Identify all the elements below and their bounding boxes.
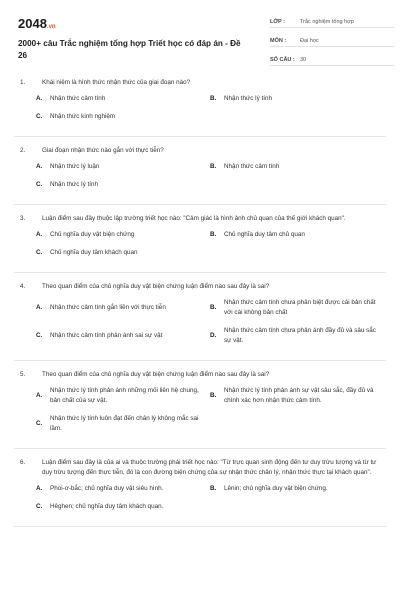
option-text: Lênin; chủ nghĩa duy vật biện chứng.: [224, 485, 328, 492]
option-letter: B.: [210, 163, 217, 170]
question-text: Giai đoạn nhận thức nào gắn với thực tiễn?: [42, 147, 164, 154]
meta-label: LỚP :: [270, 19, 285, 25]
answer-option[interactable]: [36, 180, 210, 190]
answer-option[interactable]: [36, 248, 210, 258]
question-item: [14, 214, 386, 273]
logo-text: 2048: [18, 16, 47, 31]
option-text: Nhận thức lý tính luôn đạt đến chân lý không mắc sai lầm.: [50, 415, 199, 432]
option-text: Phoi-ơ-bắc; chủ nghĩa duy vật siêu hình.: [50, 485, 164, 492]
answer-option[interactable]: [36, 112, 210, 122]
answer-options: [14, 230, 386, 266]
meta-value: Trắc nghiệm tổng hợp: [300, 19, 354, 25]
meta-info: [270, 12, 394, 69]
answer-option[interactable]: [36, 484, 210, 494]
option-text: Nhận thức lý tính: [50, 181, 98, 188]
answer-option[interactable]: [36, 94, 210, 104]
question-text: Luận điểm sau đây là của ai và thuộc trường phái triết học nào: "Từ trực quan sinh động đến tư duy trừu tượng và từ tư duy trừu tượng đến thực tiễn, đó là con đường biện chứng của sự nhận thức chân lý, nhận thức thực tại khách quan".: [42, 459, 377, 476]
option-text: Nhận thức cảm tính: [50, 95, 106, 102]
option-letter: B.: [210, 304, 217, 311]
question-number: 4.: [20, 283, 26, 290]
question-text-row: [14, 214, 386, 224]
site-logo[interactable]: [18, 16, 56, 31]
option-letter: A.: [36, 392, 43, 399]
answer-options: [14, 298, 386, 354]
answer-options: [14, 484, 386, 520]
question-item: [14, 146, 386, 205]
meta-row-subject: [270, 31, 394, 47]
option-text: Nhận thức cảm tính: [224, 163, 280, 170]
option-letter: A.: [36, 95, 43, 102]
meta-label: MÔN :: [270, 38, 287, 44]
option-letter: A.: [36, 485, 43, 492]
answer-option[interactable]: [36, 326, 210, 346]
option-text: Nhận thức lý tính phản ánh những mối liên hệ chung, bản chất của sự vật.: [50, 387, 199, 404]
option-letter: A.: [36, 163, 43, 170]
question-item: [14, 458, 386, 527]
option-letter: D.: [210, 332, 217, 339]
option-letter: B.: [210, 485, 217, 492]
option-text: Chủ nghĩa duy tâm khách quan: [50, 249, 138, 256]
answer-options: [14, 386, 386, 442]
question-text-row: [14, 370, 386, 380]
option-text: Chủ nghĩa duy tâm chủ quan: [224, 231, 305, 238]
answer-option[interactable]: [210, 298, 384, 318]
option-letter: C.: [36, 420, 43, 427]
question-text: Theo quan điểm của chủ nghĩa duy vật biện chứng luận điểm nào sau đây là sai?: [42, 283, 270, 290]
question-text-row: [14, 146, 386, 156]
option-letter: C.: [36, 503, 43, 510]
option-text: Nhận thức lý tính phản ánh sự vật sâu sắc, đầy đủ và chính xác hơn nhận thức cảm tính.: [224, 387, 374, 404]
option-letter: C.: [36, 181, 43, 188]
option-letter: A.: [36, 304, 43, 311]
option-letter: C.: [36, 249, 43, 256]
question-item: [14, 78, 386, 137]
option-letter: C.: [36, 113, 43, 120]
option-text: Nhận thức lý luận: [50, 163, 100, 170]
question-number: 3.: [20, 215, 26, 222]
answer-option[interactable]: [210, 94, 384, 104]
question-text: Theo quan điểm của chủ nghĩa duy vật biện chứng luận điểm nào sau đây là sai?: [42, 371, 270, 378]
answer-option[interactable]: [210, 484, 384, 494]
meta-row-class: [270, 12, 394, 28]
option-text: Chủ nghĩa duy vật biện chứng: [50, 231, 135, 238]
answer-option[interactable]: [36, 386, 210, 406]
question-text: Luận điểm sau đây thuộc lập trường triết học nào: "Cảm giác là hình ảnh chủ quan của thế giới khách quan".: [42, 215, 346, 222]
option-text: Nhận thức lý tính: [224, 95, 272, 102]
question-list: [14, 78, 386, 536]
question-text-row: [14, 458, 386, 478]
option-letter: C.: [36, 332, 43, 339]
option-text: Nhận thức kinh nghiệm: [50, 113, 116, 120]
question-number: 5.: [20, 371, 26, 378]
answer-option[interactable]: [210, 386, 384, 406]
question-number: 6.: [20, 459, 26, 466]
answer-option[interactable]: [36, 230, 210, 240]
question-text: Khái niệm là hình thức nhận thức của giai đoạn nào?: [42, 79, 191, 86]
question-text-row: [14, 282, 386, 292]
option-text: Nhận thức cảm tính chưa phản ánh đầy đủ và sâu sắc sự vật.: [224, 327, 376, 344]
meta-label: SỐ CÂU :: [270, 57, 295, 63]
answer-option[interactable]: [210, 230, 384, 240]
answer-options: [14, 94, 386, 130]
answer-option[interactable]: [36, 414, 210, 434]
answer-option[interactable]: [36, 502, 210, 512]
option-letter: B.: [210, 231, 217, 238]
option-text: Nhận thức cảm tính gắn liền với thực tiễn: [50, 304, 166, 311]
question-item: [14, 282, 386, 361]
option-text: Nhận thức cảm tính chưa phân biệt được cái bản chất với cái không bản chất: [224, 299, 376, 316]
question-number: 1.: [20, 79, 26, 86]
option-text: Nhận thức cảm tính phản ánh sai sự vật: [50, 332, 163, 339]
question-text-row: [14, 78, 386, 88]
answer-option[interactable]: [36, 162, 210, 172]
option-text: Hêghen; chủ nghĩa duy tâm khách quan.: [50, 503, 164, 510]
question-item: [14, 370, 386, 449]
document-title: 2000+ câu Trắc nghiệm tổng hợp Triết học có đáp án - Đề 26: [18, 39, 241, 60]
meta-value: Đại học: [300, 38, 319, 44]
meta-row-count: [270, 50, 394, 66]
option-letter: A.: [36, 231, 43, 238]
answer-option[interactable]: [210, 162, 384, 172]
option-letter: B.: [210, 392, 217, 399]
question-number: 2.: [20, 147, 26, 154]
option-letter: B.: [210, 95, 217, 102]
meta-value: 30: [300, 57, 307, 63]
answer-option[interactable]: [210, 326, 384, 346]
header: [14, 12, 386, 72]
answer-options: [14, 162, 386, 198]
answer-option[interactable]: [36, 298, 210, 318]
logo-suffix: .vn: [46, 24, 56, 30]
